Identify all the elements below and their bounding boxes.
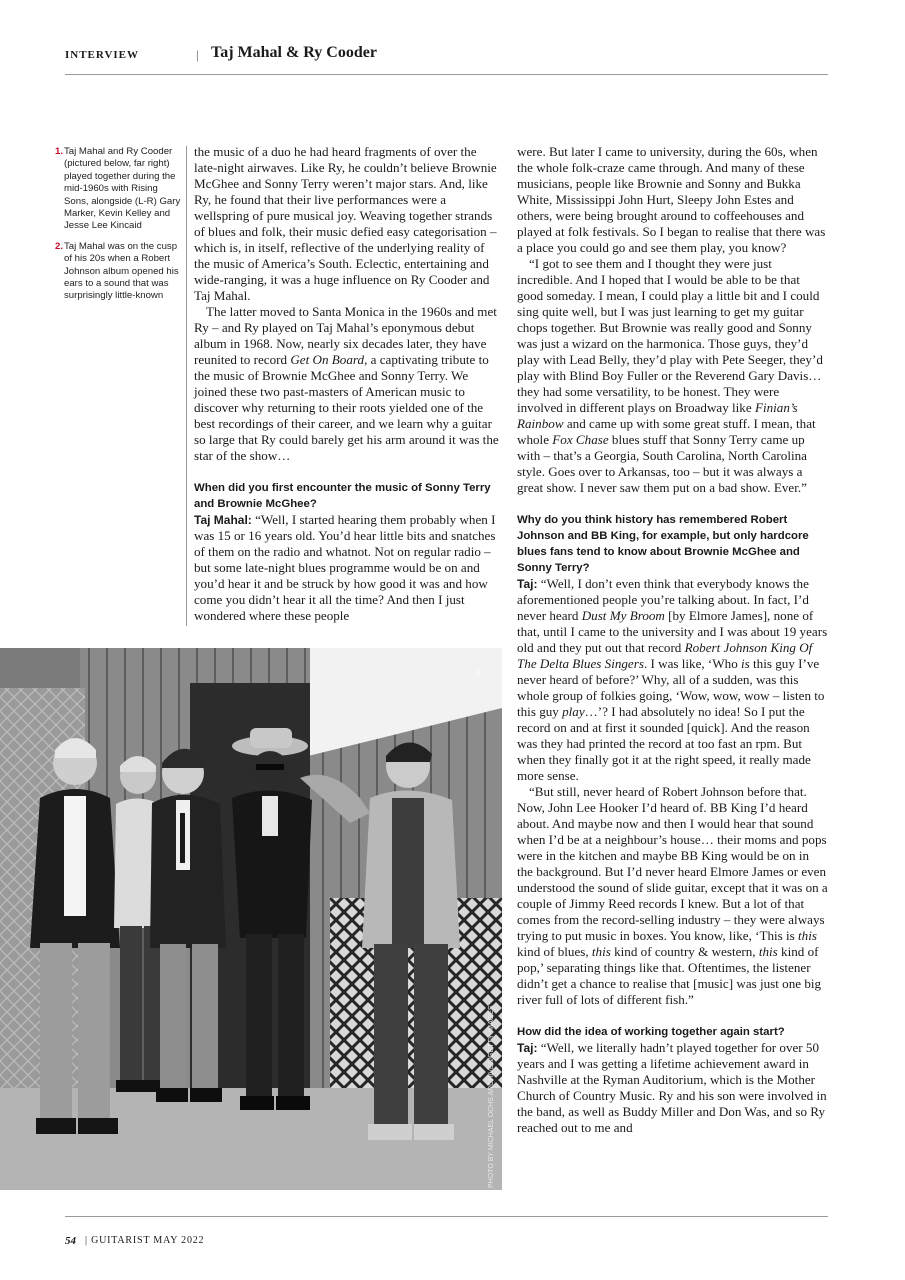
band-photo: [0, 648, 502, 1190]
show-title: Finian’s Rainbow: [517, 400, 798, 431]
text-run: …’? I had absolutely no idea! So I put the record on and at first it sounded [quick]. And the reason was they had printed the record at too fast an rpm. But when they finally got it at the right speed, it really made more sense.: [517, 704, 811, 783]
text-run: The latter moved to Santa Monica in the 1960s and met Ry – and Ry played on Taj Mahal’s eponymous debut album in 1968. Now, nearly six decades later, they have reunited to record: [194, 304, 497, 367]
section-label: INTERVIEW: [65, 49, 140, 61]
emphasis: this: [798, 928, 817, 943]
speaker-label: Taj:: [517, 1041, 538, 1055]
paragraph: were. But later I came to university, during the 60s, when the whole folk-craze came through. And many of these musicians, people like Brownie and Sonny and Bukka White, Mississippi John Hurt, Sleepy John Estes and others, were being brought around to coffeehouses and played at folk festivals. So I began to realise that there was a place you could go and see them play, you know?: [517, 144, 826, 255]
speaker-label: Taj:: [517, 577, 538, 591]
paragraph: the music of a duo he had heard fragments of over the late-night airwaves. Like Ry, he couldn’t believe Brownie McGhee and Sonny Terry weren’t major stars. And, like Ry, he found that their live performances were a wellspring of pure musical joy. Weaving together strands of blues and folk, their music defied easy categorisation – which is, in itself, reflective of the underlying reality of the music of America’s South. Eclectic, entertaining and wide-ranging, it was a huge influence on Ry Cooder and Taj Mahal.: [194, 144, 497, 303]
text-run: “I got to see them and I thought they were just incredible. And I hoped that I would be able to be that good someday. I mean, I could play a little bit and I could sing quite well, but I was just learning to get my guitar chops together. But Brownie was really good and Sonny was just a wizard on the harmonica. Those guys, they’d play with Lead Belly, they’d play with Pete Seeger, they’d play with Blind Boy Fuller or the Reverend Gary Davis… they had some versatility, to be honest. They were involved in different plays on Broadway like: [517, 256, 823, 415]
caption-2: [55, 241, 181, 303]
answer-paragraph: [517, 1040, 828, 1136]
album-title: Robert Johnson King Of The Delta Blues Singers: [517, 640, 813, 671]
text-run: this guy I’ve never heard of before?’ Why, all of a sudden, was this whole group of folkies going, ‘Wow, wow, wow – listen to this guy: [517, 656, 825, 719]
magazine-issue: | GUITARIST MAY 2022: [85, 1235, 205, 1246]
text-run: . I was like, ‘Who: [643, 656, 742, 671]
text-run: , a captivating tribute to the music of Brownie McGhee and Sonny Terry. We joined these two past-masters of American music to discover why returning to their roots yielded one of the best recordings of their career, and we learn why a guitar so large that Ry could barely get his arm around it was the star of the show…: [194, 352, 499, 463]
text-run: blues stuff that Sonny Terry came up with – that’s a Georgia, South Carolina, North Carolina style. Goes over to Arkansas, too – but it was always a great show. I never saw them put on a bad show. Ever.”: [517, 432, 807, 495]
article-column-2: [517, 144, 828, 1136]
caption-text: Taj Mahal and Ry Cooder (pictured below, far right) played together during the mid-1960s with Rising Sons, alongside (L-R) Gary Marker, Kevin Kelley and Jesse Lee Kincaid: [64, 146, 181, 232]
photo-credit: PHOTO BY MICHAEL OCHS ARCHIVES/GETTY IMAGES: [488, 1005, 495, 1188]
text-run: kind of blues,: [517, 944, 592, 959]
article-column-1: [194, 144, 502, 624]
photo-number: 1: [475, 665, 481, 679]
article-title: Taj Mahal & Ry Cooder: [211, 44, 377, 61]
answer-paragraph: [517, 576, 828, 784]
emphasis: is: [741, 656, 750, 671]
text-run: “Well, I started hearing them probably when I was 15 or 16 years old. You’d hear little bits and snatches of them on the radio and whatnot. Not on regular radio – but some late-night blues programme would be on and you’d hear it and be struck by how good it was and how come you didn’t hear it all the time? And then I just wondered where these people: [194, 512, 496, 623]
question-heading: Why do you think history has remembered Robert Johnson and BB King, for example, but only hardcore blues fans tend to know about Brownie McGhee and Sonny Terry?: [517, 514, 809, 574]
caption-text: Taj Mahal was on the cusp of his 20s when a Robert Johnson album opened his ears to a sound that was surprisingly little-known: [64, 240, 179, 302]
song-title: Dust My Broom: [581, 608, 665, 623]
column-divider: [186, 146, 187, 626]
text-run: and came up with some great stuff. I mean, that whole: [517, 416, 816, 447]
paragraph: [517, 256, 828, 496]
page-number: 54: [65, 1235, 76, 1247]
album-title: Get On Board: [290, 352, 365, 367]
caption-number: 2.: [55, 240, 64, 252]
emphasis: this: [758, 944, 778, 959]
page-footer: [65, 1216, 828, 1247]
text-run: kind of country & western,: [610, 944, 759, 959]
text-run: kind of pop,’ separating things like that. Oftentimes, the listener didn’t get a chance to realise that [music] was just one big river full of lots of different fish.”: [517, 944, 822, 1007]
page-header: [65, 44, 828, 75]
band-photo-illustration: [0, 648, 502, 1190]
question-heading: When did you first encounter the music of Sonny Terry and Brownie McGhee?: [194, 482, 491, 510]
answer-paragraph: [194, 512, 502, 624]
text-run: “Well, I don’t even think that everybody knows the aforementioned people you’re talking about. In fact, I’d never heard: [517, 576, 809, 623]
song-title: Fox Chase: [552, 432, 609, 447]
header-separator: |: [196, 47, 199, 62]
caption-number: 1.: [55, 146, 64, 157]
text-run: “But still, never heard of Robert Johnson before that. Now, John Lee Hooker I’d heard of. BB King I’d heard about. And maybe now and then I would hear that sound when I’d be at a neighbour’s house… their moms and pops were in the kitchen and maybe BB King would be on in the background. But I’d never heard Elmore James or even understood the sound of slide guitar, except that it was on a couple of Jimmy Reed records I knew. But a lot of that comes from the record-selling industry – they were always trying to put music in boxes. You know, like, ‘This is: [517, 784, 828, 943]
question-heading: How did the idea of working together again start?: [517, 1026, 785, 1038]
text-run: [by Elmore James], none of that, until I came to the university and I was about 19 years old and they put out that record: [517, 608, 828, 655]
emphasis: play: [562, 704, 585, 719]
paragraph: [194, 304, 502, 464]
captions: [55, 146, 181, 311]
emphasis: this: [591, 944, 611, 959]
speaker-label: Taj Mahal:: [194, 513, 252, 527]
paragraph: [517, 784, 828, 1008]
caption-1: [55, 146, 181, 233]
text-run: “Well, we literally hadn’t played together for over 50 years and I was getting a lifetime achievement award in Nashville at the Ryman Auditorium, which is the Mother Church of Country Music. Ry and his son were involved in the band, as well as Buddy Miller and Don Was, and so Ry reached out to me and: [517, 1040, 827, 1135]
